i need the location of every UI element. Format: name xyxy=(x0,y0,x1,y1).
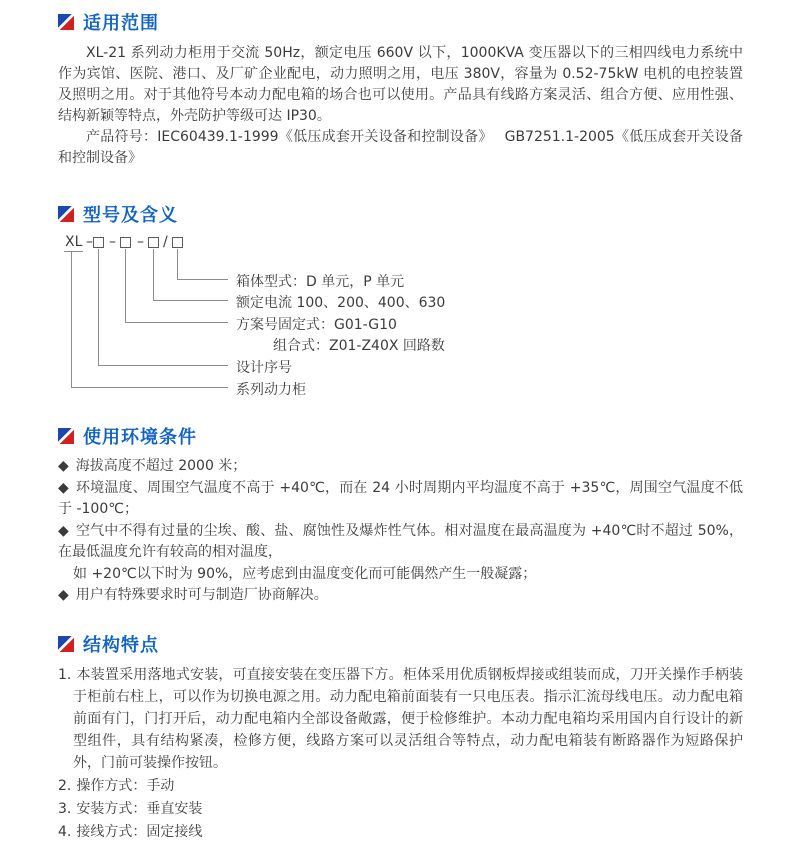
model-label-scheme-combined: 组合式：Z01-Z40X 回路数 xyxy=(273,338,445,354)
structure-feature-operation-mode: 2. 操作方式：手动 xyxy=(58,777,175,794)
structure-feature-mounting-mode: 3. 安装方式：垂直安装 xyxy=(58,800,203,817)
environment-conditions-list xyxy=(58,456,743,607)
list-number: 1. xyxy=(58,666,72,683)
section-marker-icon xyxy=(58,636,74,652)
diamond-bullet-icon: ◆ xyxy=(58,587,69,603)
model-code-dash: – xyxy=(137,234,144,250)
list-number: 4. xyxy=(58,823,72,840)
section-marker-icon xyxy=(58,206,74,222)
section-header-environment xyxy=(58,424,743,448)
section-title-structure: 结构特点 xyxy=(83,634,159,656)
model-label-design-serial: 设计序号 xyxy=(236,360,292,376)
connector-line xyxy=(98,365,228,366)
model-code-prefix: XL xyxy=(65,234,83,250)
section-title-scope: 适用范围 xyxy=(83,13,159,34)
diamond-bullet-icon: ◆ xyxy=(58,458,69,474)
model-code-dash: – xyxy=(109,234,116,250)
model-placeholder-box xyxy=(93,237,104,248)
structure-feature-installation: 1. 本装置采用落地式安装，可直接安装在变压器下方。柜体采用优质钢板焊接或组装而成，刀开关操作手柄装于柜前右柱上，可以作为切换电源之用。动力配电箱前面装有一只电压表。指示汇流母线电压。动力配电箱前面有门，门打开后，动力配电箱内全部设备敞露，便于检修维护。本动力配电箱均采用国内自行设计的新型组件，具有结构紧凑，检修方便，线路方案可以灵活组合等特点，动力配电箱装有断路器作为短路保护外，门前可装操作按钮。 xyxy=(58,666,743,771)
section-marker-icon xyxy=(58,428,74,444)
env-condition-temperature: ◆ 环境温度、周围空气温度不高于 +40℃，而在 24 小时周期内平均温度不高于 +35℃，周围空气温度不低于 -100℃； xyxy=(58,479,743,517)
list-number: 3. xyxy=(58,800,72,817)
list-number: 2. xyxy=(58,777,72,794)
connector-line xyxy=(98,249,99,365)
env-condition-air-continued: 如 +20℃以下时为 90%，应考虑到由温度变化而可能偶然产生一般凝露； xyxy=(73,565,537,582)
model-placeholder-box xyxy=(172,237,183,248)
structure-feature-wiring-mode: 4. 接线方式：固定接线 xyxy=(58,823,203,840)
connector-line xyxy=(125,322,228,323)
section-marker-icon xyxy=(58,14,74,30)
section-header-model xyxy=(58,202,743,226)
section-title-environment: 使用环境条件 xyxy=(83,427,197,448)
diamond-bullet-icon: ◆ xyxy=(58,522,69,539)
section-header-scope xyxy=(58,10,743,34)
model-code-dash: – xyxy=(86,234,93,250)
connector-line xyxy=(71,387,228,388)
scope-paragraph-1: XL-21 系列动力柜用于交流 50Hz，额定电压 660V 以下，1000KVA 变压器以下的三相四线电力系统中作为宾馆、医院、港口、及厂矿企业配电，动力照明之用，电压 380V，容量为 0.52-75kW 电机的电控装置及照明之用。对于其他符号本动力配电箱的场合也可以使用。产品具有线路方案灵活、组合方便、应用性强、结构新颖等特点，外壳防护等级可达 IP30。 xyxy=(58,45,743,124)
scope-paragraph-2: 产品符号：IEC60439.1-1999《低压成套开关设备和控制设备》 GB7251.1-2005《低压成套开关设备和控制设备》 xyxy=(58,129,743,166)
structure-features-list xyxy=(58,664,743,843)
model-label-box-type: 箱体型式：D 单元，P 单元 xyxy=(236,274,405,290)
connector-line xyxy=(125,249,126,322)
model-code-slash: / xyxy=(163,234,168,250)
model-label-series-name: 系列动力柜 xyxy=(236,382,306,398)
model-placeholder-box xyxy=(148,237,159,248)
section-header-structure xyxy=(58,632,743,656)
section-title-model: 型号及含义 xyxy=(83,205,178,226)
connector-line xyxy=(153,300,228,301)
model-label-scheme-fixed: 方案号固定式：G01-G10 xyxy=(236,317,397,333)
model-placeholder-box xyxy=(120,237,131,248)
env-condition-special-request: ◆ 用户有特殊要求时可与制造厂协商解决。 xyxy=(58,587,328,603)
connector-line xyxy=(153,249,154,300)
model-label-rated-current: 额定电流 100、200、400、630 xyxy=(236,295,446,311)
env-condition-altitude: ◆ 海拔高度不超过 2000 米； xyxy=(58,458,247,474)
connector-line xyxy=(71,251,72,387)
connector-line xyxy=(177,249,178,279)
connector-line xyxy=(177,279,228,280)
diamond-bullet-icon: ◆ xyxy=(58,479,69,496)
env-condition-air: ◆ 空气中不得有过量的尘埃、酸、盐、腐蚀性及爆炸性气体。相对温度在最高温度为 +40℃时不超过 50%，在最低温度允许有较高的相对温度， xyxy=(58,522,743,560)
model-designation-diagram xyxy=(58,234,743,400)
